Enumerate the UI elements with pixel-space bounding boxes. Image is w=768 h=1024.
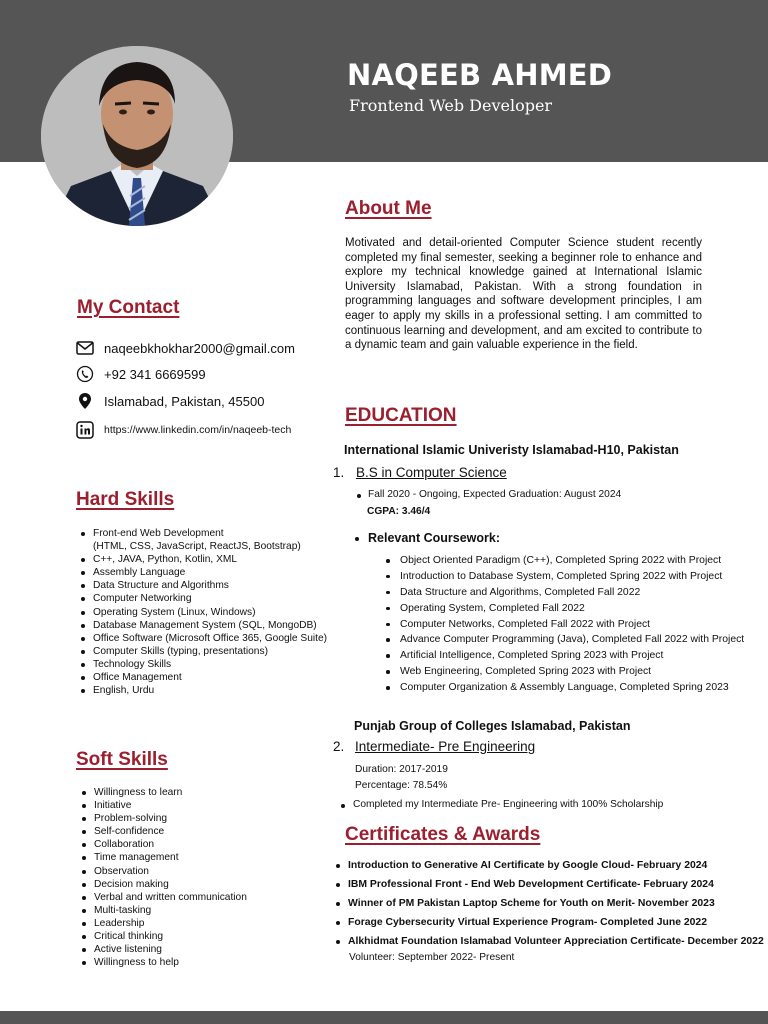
about-heading: About Me [345, 198, 432, 219]
list-item: Critical thinking [77, 930, 247, 943]
list-item: Artificial Intelligence, Completed Spring 2023 with Project [386, 648, 744, 664]
intermediate-percentage: Percentage: 78.54% [355, 780, 448, 791]
degree-period: Fall 2020 - Ongoing, Expected Graduation: August 2024 [368, 489, 622, 500]
list-item: Data Structure and Algorithms [76, 579, 327, 592]
degree-title: B.S in Computer Science [356, 465, 507, 480]
list-item: Winner of PM Pakistan Laptop Scheme for Youth on Merit- November 2023 [334, 894, 764, 913]
candidate-name: NAQEEB AHMED [347, 58, 613, 92]
list-item: Operating System, Completed Fall 2022 [386, 601, 744, 617]
list-item: Problem-solving [77, 812, 247, 825]
university-name: International Islamic Univeristy Islamabad-H10, Pakistan [344, 443, 679, 457]
list-item: Operating System (Linux, Windows) [76, 606, 327, 619]
soft-skills-list [77, 786, 247, 969]
list-item: Alkhidmat Foundation Islamabad Volunteer Appreciation Certificate- December 2022 [334, 932, 764, 951]
list-item: Office Software (Microsoft Office 365, Google Suite) [76, 632, 327, 645]
list-item: Observation [77, 865, 247, 878]
contact-phone[interactable] [76, 364, 206, 384]
list-item: Willingness to learn [77, 786, 247, 799]
list-item: Time management [77, 851, 247, 864]
list-item: Web Engineering, Completed Spring 2023 with Project [386, 664, 744, 680]
list-item: Collaboration [77, 838, 247, 851]
list-item: C++, JAVA, Python, Kotlin, XML [76, 553, 327, 566]
contact-address [76, 391, 264, 411]
intermediate-duration: Duration: 2017-2019 [355, 764, 448, 775]
phone-icon [76, 365, 94, 383]
certificates-list [334, 856, 764, 951]
edu-number: 1. [333, 465, 345, 480]
list-item: Willingness to help [77, 956, 247, 969]
education-heading: EDUCATION [345, 405, 457, 426]
bullet [341, 804, 345, 808]
list-item: Data Structure and Algorithms, Completed Fall 2022 [386, 585, 744, 601]
list-item: Introduction to Database System, Completed Spring 2022 with Project [386, 569, 744, 585]
intermediate-note: Completed my Intermediate Pre- Engineering with 100% Scholarship [353, 799, 664, 810]
list-item: Initiative [77, 799, 247, 812]
list-item: Introduction to Generative AI Certificate by Google Cloud- February 2024 [334, 856, 764, 875]
list-item: IBM Professional Front - End Web Development Certificate- February 2024 [334, 875, 764, 894]
bullet [355, 537, 359, 541]
list-item: Computer Organization & Assembly Language, Completed Spring 2023 [386, 680, 744, 696]
list-item: Database Management System (SQL, MongoDB) [76, 619, 327, 632]
degree-cgpa: CGPA: 3.46/4 [367, 506, 431, 517]
address-text: Islamabad, Pakistan, 45500 [104, 393, 265, 409]
list-item: Self-confidence [77, 825, 247, 838]
certificates-heading: Certificates & Awards [345, 824, 541, 845]
list-item: Computer Skills (typing, presentations) [76, 645, 327, 658]
list-item: Verbal and written communication [77, 891, 247, 904]
college-name: Punjab Group of Colleges Islamabad, Pakistan [354, 719, 631, 733]
hard-skills-heading: Hard Skills [76, 489, 175, 510]
list-item: Computer Networking [76, 592, 327, 605]
edu-number: 2. [333, 739, 345, 754]
email-text: naqeebkhokhar2000@gmail.com [104, 340, 295, 356]
hard-skills-list [76, 527, 327, 697]
contact-linkedin[interactable] [76, 420, 291, 440]
list-item: Object Oriented Paradigm (C++), Completed Spring 2022 with Project [386, 553, 744, 569]
contact-heading: My Contact [77, 297, 180, 318]
list-item: Front-end Web Development [76, 527, 327, 540]
list-item: English, Urdu [76, 684, 327, 697]
job-title: Frontend Web Developer [349, 96, 553, 115]
list-item: Advance Computer Programming (Java), Completed Fall 2022 with Project [386, 632, 744, 648]
linkedin-url: https://www.linkedin.com/in/naqeeb-tech [104, 424, 292, 436]
list-item: (HTML, CSS, JavaScript, ReactJS, Bootstrap) [93, 541, 301, 553]
degree-title: Intermediate- Pre Engineering [355, 739, 536, 754]
list-item: Multi-tasking [77, 904, 247, 917]
contact-email[interactable] [76, 338, 295, 358]
bullet [357, 494, 361, 498]
phone-text: +92 341 6669599 [104, 366, 206, 382]
list-item: Leadership [77, 917, 247, 930]
list-item: Active listening [77, 943, 247, 956]
list-item: Computer Networks, Completed Fall 2022 with Project [386, 617, 744, 633]
list-item: Technology Skills [76, 658, 327, 671]
footer-band [0, 1011, 768, 1024]
soft-skills-heading: Soft Skills [76, 749, 168, 770]
list-item: Forage Cybersecurity Virtual Experience Program- Completed June 2022 [334, 913, 764, 932]
coursework-list [386, 553, 744, 696]
list-item: Office Management [76, 671, 327, 684]
linkedin-icon [76, 421, 94, 439]
list-item: Assembly Language [76, 566, 327, 579]
list-item: Decision making [77, 878, 247, 891]
volunteer-note: Volunteer: September 2022- Present [349, 952, 515, 963]
mail-icon [76, 339, 94, 357]
coursework-heading: Relevant Coursework: [368, 531, 500, 545]
location-pin-icon [76, 392, 94, 410]
about-paragraph: Motivated and detail-oriented Computer Science student recently completed my final semester, seeking a beginner role to enhance and explore my technical knowledge gained at International Islamic University Islamabad, Pakistan. With a strong foundation in programming languages and software development principles, I am eager to apply my skills in a professional setting. I am committed to continuous learning and development, and am excited to contribute to a dynamic team and gain valuable experience in the field. [345, 237, 702, 352]
profile-photo [41, 46, 233, 226]
